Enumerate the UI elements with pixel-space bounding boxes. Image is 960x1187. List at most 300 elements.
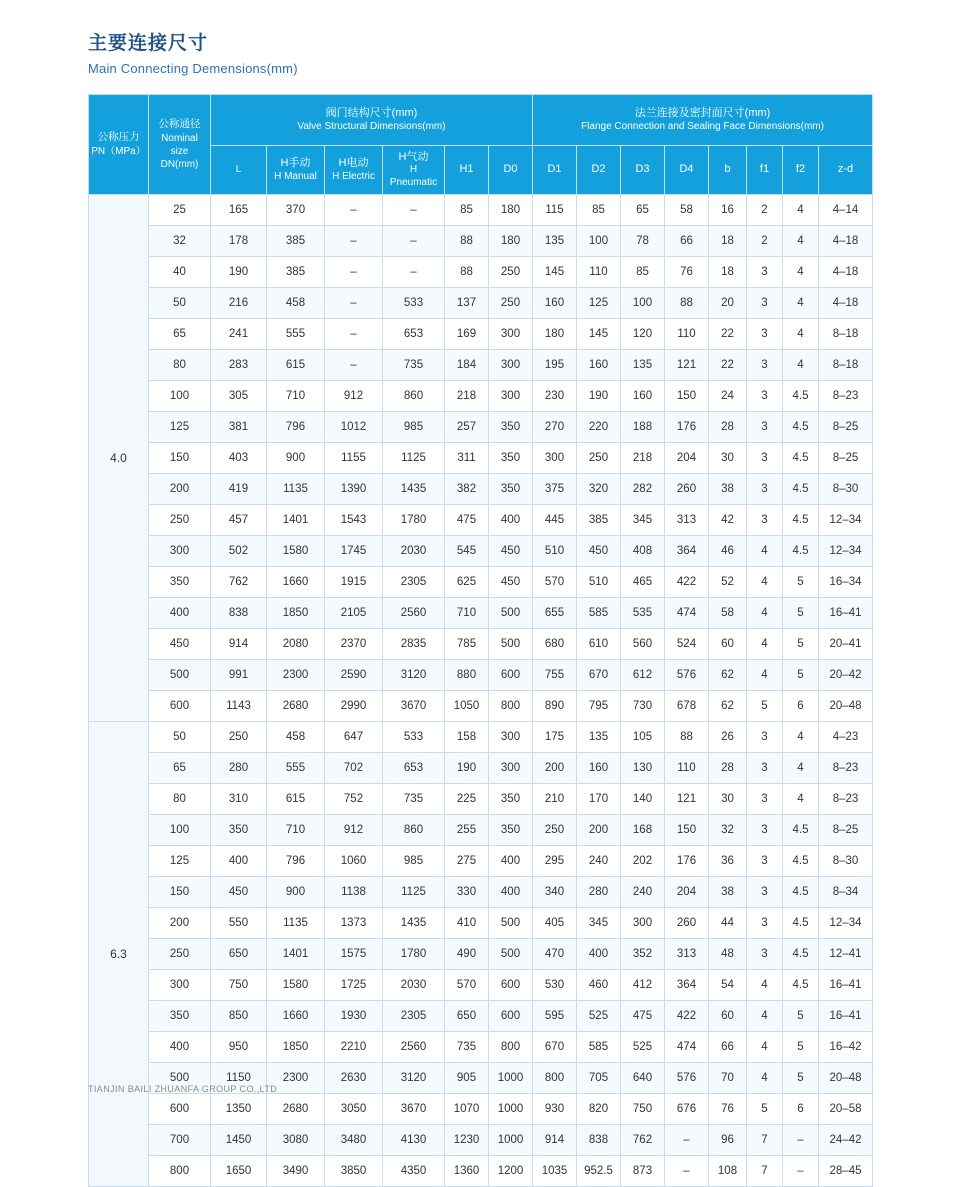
table-cell: 653: [383, 319, 445, 350]
table-cell: 1000: [489, 1063, 533, 1094]
table-cell: 18: [709, 226, 747, 257]
table-cell: 8–30: [819, 846, 873, 877]
table-cell: 250: [489, 257, 533, 288]
table-cell: 1725: [325, 970, 383, 1001]
table-cell: 900: [267, 443, 325, 474]
table-cell: 600: [489, 1001, 533, 1032]
table-cell: 2: [747, 226, 783, 257]
table-row: [89, 1125, 873, 1156]
table-row: [89, 350, 873, 381]
table-cell: 4: [747, 660, 783, 691]
table-cell: 62: [709, 660, 747, 691]
header-col-h1: H1: [445, 146, 489, 195]
table-cell: 385: [267, 257, 325, 288]
table-cell: 914: [211, 629, 267, 660]
table-cell: 3: [747, 815, 783, 846]
table-cell: 270: [533, 412, 577, 443]
cell-nominal-size: 50: [149, 288, 211, 319]
table-cell: 403: [211, 443, 267, 474]
cell-nominal-size: 125: [149, 846, 211, 877]
table-cell: –: [383, 257, 445, 288]
header-nominal-size: [149, 95, 211, 195]
table-cell: 24–42: [819, 1125, 873, 1156]
table-cell: 702: [325, 753, 383, 784]
table-cell: 2590: [325, 660, 383, 691]
table-cell: 2210: [325, 1032, 383, 1063]
header-col-f1: f1: [747, 146, 783, 195]
table-cell: 595: [533, 1001, 577, 1032]
table-cell: 533: [383, 722, 445, 753]
table-cell: 20–48: [819, 691, 873, 722]
table-cell: 3: [747, 412, 783, 443]
table-cell: 585: [577, 598, 621, 629]
table-cell: 3: [747, 908, 783, 939]
page-title-zh: 主要连接尺寸: [88, 33, 209, 54]
cell-nominal-size: 150: [149, 877, 211, 908]
table-cell: 524: [665, 629, 709, 660]
cell-nominal-size: 500: [149, 660, 211, 691]
table-cell: 3480: [325, 1125, 383, 1156]
table-cell: 345: [577, 908, 621, 939]
table-cell: 240: [577, 846, 621, 877]
cell-nominal-size: 800: [149, 1156, 211, 1187]
table-cell: –: [325, 288, 383, 319]
table-cell: 400: [489, 877, 533, 908]
cell-nominal-size: 80: [149, 784, 211, 815]
table-cell: 255: [445, 815, 489, 846]
table-cell: 470: [533, 939, 577, 970]
table-row: [89, 567, 873, 598]
table-cell: 8–23: [819, 784, 873, 815]
table-cell: 465: [621, 567, 665, 598]
table-row: [89, 877, 873, 908]
table-cell: 110: [577, 257, 621, 288]
table-cell: 625: [445, 567, 489, 598]
table-cell: 850: [211, 1001, 267, 1032]
cell-nominal-size: 200: [149, 474, 211, 505]
table-cell: 533: [383, 288, 445, 319]
table-cell: 510: [533, 536, 577, 567]
table-cell: 16–34: [819, 567, 873, 598]
table-cell: 1650: [211, 1156, 267, 1187]
table-cell: 204: [665, 443, 709, 474]
table-cell: 3670: [383, 1094, 445, 1125]
table-cell: 3: [747, 381, 783, 412]
table-cell: 914: [533, 1125, 577, 1156]
table-cell: 710: [267, 381, 325, 412]
table-cell: 178: [211, 226, 267, 257]
header-group-valve-structural-en: Valve Structural Dimensions(mm): [297, 120, 446, 132]
table-cell: 676: [665, 1094, 709, 1125]
table-cell: 525: [621, 1032, 665, 1063]
table-cell: 450: [489, 567, 533, 598]
table-row: [89, 536, 873, 567]
table-cell: 650: [211, 939, 267, 970]
table-cell: 62: [709, 691, 747, 722]
cell-nominal-size: 65: [149, 753, 211, 784]
table-cell: 300: [533, 443, 577, 474]
table-cell: 190: [577, 381, 621, 412]
table-cell: 1000: [489, 1125, 533, 1156]
table-cell: 1401: [267, 505, 325, 536]
table-cell: 105: [621, 722, 665, 753]
table-cell: 3490: [267, 1156, 325, 1187]
table-cell: 3: [747, 474, 783, 505]
table-cell: 5: [783, 1063, 819, 1094]
table-cell: 96: [709, 1125, 747, 1156]
table-cell: 3850: [325, 1156, 383, 1187]
table-cell: 4: [747, 536, 783, 567]
table-cell: 8–30: [819, 474, 873, 505]
table-cell: 8–18: [819, 319, 873, 350]
table-cell: 8–25: [819, 443, 873, 474]
cell-nominal-size: 80: [149, 350, 211, 381]
table-cell: 158: [445, 722, 489, 753]
table-cell: 30: [709, 443, 747, 474]
header-col-h-electric-en: H Electric: [332, 170, 375, 182]
header-nominal-size-en2: DN(mm): [160, 158, 199, 170]
table-cell: 4: [747, 1063, 783, 1094]
table-cell: 2305: [383, 567, 445, 598]
table-cell: 65: [621, 195, 665, 226]
table-cell: 3: [747, 505, 783, 536]
table-cell: 88: [665, 722, 709, 753]
table-cell: 755: [533, 660, 577, 691]
cell-nominal-size: 400: [149, 598, 211, 629]
table-row: [89, 722, 873, 753]
header-col-b: b: [709, 146, 747, 195]
table-row: [89, 1032, 873, 1063]
table-cell: 750: [621, 1094, 665, 1125]
table-cell: 1543: [325, 505, 383, 536]
table-cell: 200: [577, 815, 621, 846]
table-cell: 345: [621, 505, 665, 536]
table-cell: 2305: [383, 1001, 445, 1032]
table-cell: 422: [665, 567, 709, 598]
table-cell: 4–18: [819, 226, 873, 257]
table-cell: 1435: [383, 474, 445, 505]
table-cell: 4: [747, 598, 783, 629]
table-row: [89, 660, 873, 691]
header-group-flange-connection: [533, 95, 873, 146]
table-cell: 20–42: [819, 660, 873, 691]
table-row: [89, 412, 873, 443]
table-cell: 52: [709, 567, 747, 598]
table-cell: 1780: [383, 939, 445, 970]
table-cell: 800: [533, 1063, 577, 1094]
table-cell: 4–18: [819, 257, 873, 288]
cell-nominal-size: 400: [149, 1032, 211, 1063]
table-cell: –: [665, 1125, 709, 1156]
header-col-z-d: z-d: [819, 146, 873, 195]
table-cell: 305: [211, 381, 267, 412]
table-cell: 240: [621, 877, 665, 908]
table-cell: 890: [533, 691, 577, 722]
table-cell: 280: [211, 753, 267, 784]
table-cell: 950: [211, 1032, 267, 1063]
table-cell: 300: [621, 908, 665, 939]
table-cell: 560: [621, 629, 665, 660]
table-cell: 4.5: [783, 474, 819, 505]
table-row: [89, 195, 873, 226]
table-cell: 16–41: [819, 598, 873, 629]
table-row: [89, 846, 873, 877]
table-cell: 4: [783, 195, 819, 226]
table-cell: 400: [489, 846, 533, 877]
table-cell: 912: [325, 381, 383, 412]
table-cell: 3: [747, 784, 783, 815]
table-row: [89, 288, 873, 319]
table-cell: 110: [665, 319, 709, 350]
table-cell: 2560: [383, 598, 445, 629]
header-col-d1: D1: [533, 146, 577, 195]
table-cell: 250: [533, 815, 577, 846]
table-cell: 4.5: [783, 908, 819, 939]
table-cell: 500: [489, 939, 533, 970]
table-cell: –: [783, 1125, 819, 1156]
table-cell: 165: [211, 195, 267, 226]
table-cell: 4350: [383, 1156, 445, 1187]
table-cell: 300: [489, 381, 533, 412]
cell-nominal-size: 50: [149, 722, 211, 753]
table-cell: 24: [709, 381, 747, 412]
table-row: [89, 319, 873, 350]
table-cell: 400: [211, 846, 267, 877]
table-cell: 680: [533, 629, 577, 660]
table-cell: 710: [267, 815, 325, 846]
table-cell: 4.5: [783, 381, 819, 412]
table-cell: 3120: [383, 1063, 445, 1094]
cell-nominal-size: 700: [149, 1125, 211, 1156]
table-cell: 450: [211, 877, 267, 908]
table-cell: 460: [577, 970, 621, 1001]
table-cell: 4: [783, 226, 819, 257]
table-cell: 1401: [267, 939, 325, 970]
table-cell: 570: [445, 970, 489, 1001]
table-cell: 364: [665, 536, 709, 567]
table-cell: 3: [747, 877, 783, 908]
table-cell: 300: [489, 350, 533, 381]
table-row: [89, 908, 873, 939]
table-cell: 873: [621, 1156, 665, 1187]
table-cell: 100: [621, 288, 665, 319]
table-cell: 525: [577, 1001, 621, 1032]
table-cell: 1390: [325, 474, 383, 505]
table-cell: 1135: [267, 908, 325, 939]
table-cell: 18: [709, 257, 747, 288]
table-cell: 283: [211, 350, 267, 381]
table-cell: 400: [489, 505, 533, 536]
table-cell: 640: [621, 1063, 665, 1094]
table-row: [89, 753, 873, 784]
table-cell: 150: [665, 815, 709, 846]
table-cell: 170: [577, 784, 621, 815]
table-cell: 1230: [445, 1125, 489, 1156]
table-cell: 419: [211, 474, 267, 505]
cell-nominal-size: 350: [149, 567, 211, 598]
table-cell: –: [325, 226, 383, 257]
table-cell: 762: [621, 1125, 665, 1156]
header-nominal-pressure-en: PN（MPa）: [91, 145, 146, 157]
table-cell: 28: [709, 753, 747, 784]
table-cell: 352: [621, 939, 665, 970]
table-cell: 3: [747, 288, 783, 319]
table-cell: 930: [533, 1094, 577, 1125]
table-cell: 88: [665, 288, 709, 319]
table-cell: –: [783, 1156, 819, 1187]
table-cell: 2835: [383, 629, 445, 660]
table-cell: 1135: [267, 474, 325, 505]
cell-nominal-size: 350: [149, 1001, 211, 1032]
table-cell: 1850: [267, 598, 325, 629]
table-cell: 735: [383, 784, 445, 815]
table-cell: 4–14: [819, 195, 873, 226]
table-cell: 260: [665, 474, 709, 505]
table-cell: 795: [577, 691, 621, 722]
table-cell: 6: [783, 1094, 819, 1125]
header-nominal-size-zh: 公称通径: [158, 118, 201, 131]
dimensions-table: [88, 94, 873, 1187]
table-row: [89, 381, 873, 412]
footer-company: TIANJIN BAILI ZHUANFA GROUP CO.,LTD: [88, 1084, 278, 1094]
table-cell: 160: [577, 350, 621, 381]
table-cell: 210: [533, 784, 577, 815]
table-cell: 1580: [267, 536, 325, 567]
header-col-f2: f2: [783, 146, 819, 195]
table-cell: 5: [783, 660, 819, 691]
table-cell: 555: [267, 753, 325, 784]
table-cell: 216: [211, 288, 267, 319]
table-cell: 4.5: [783, 815, 819, 846]
table-cell: 1050: [445, 691, 489, 722]
table-cell: 375: [533, 474, 577, 505]
table-cell: 4.5: [783, 970, 819, 1001]
table-cell: 475: [445, 505, 489, 536]
table-cell: 4.5: [783, 536, 819, 567]
table-cell: 1780: [383, 505, 445, 536]
table-cell: 28: [709, 412, 747, 443]
table-cell: 2300: [267, 660, 325, 691]
cell-nominal-size: 200: [149, 908, 211, 939]
table-cell: 220: [577, 412, 621, 443]
table-cell: 502: [211, 536, 267, 567]
table-cell: 168: [621, 815, 665, 846]
table-cell: 218: [621, 443, 665, 474]
table-cell: 530: [533, 970, 577, 1001]
table-cell: 860: [383, 381, 445, 412]
table-cell: 670: [533, 1032, 577, 1063]
table-cell: 20–48: [819, 1063, 873, 1094]
table-cell: 985: [383, 412, 445, 443]
table-cell: 4: [747, 567, 783, 598]
table-cell: 4: [783, 722, 819, 753]
table-cell: 1850: [267, 1032, 325, 1063]
table-cell: 796: [267, 846, 325, 877]
table-cell: 735: [383, 350, 445, 381]
header-col-d2: D2: [577, 146, 621, 195]
table-cell: 4.5: [783, 846, 819, 877]
table-cell: 2560: [383, 1032, 445, 1063]
table-cell: 121: [665, 350, 709, 381]
cell-nominal-pressure: 6.3: [89, 722, 149, 1187]
table-cell: 66: [665, 226, 709, 257]
table-cell: 412: [621, 970, 665, 1001]
table-cell: 300: [489, 753, 533, 784]
table-cell: 576: [665, 660, 709, 691]
header-group-flange-connection-zh: 法兰连接及密封面尺寸(mm): [634, 106, 771, 119]
table-cell: 12–34: [819, 505, 873, 536]
table-cell: 125: [577, 288, 621, 319]
table-cell: 78: [621, 226, 665, 257]
table-cell: 58: [709, 598, 747, 629]
table-cell: 600: [489, 970, 533, 1001]
table-cell: 785: [445, 629, 489, 660]
table-cell: 1060: [325, 846, 383, 877]
table-cell: 160: [577, 753, 621, 784]
table-cell: 1660: [267, 567, 325, 598]
table-row: [89, 443, 873, 474]
table-cell: 175: [533, 722, 577, 753]
table-cell: –: [383, 195, 445, 226]
table-cell: 218: [445, 381, 489, 412]
table-cell: 4: [783, 784, 819, 815]
table-cell: 500: [489, 908, 533, 939]
table-cell: 1012: [325, 412, 383, 443]
table-cell: 1000: [489, 1094, 533, 1125]
table-cell: 4: [747, 970, 783, 1001]
table-cell: 282: [621, 474, 665, 505]
table-cell: 905: [445, 1063, 489, 1094]
table-cell: 705: [577, 1063, 621, 1094]
table-cell: 22: [709, 350, 747, 381]
table-cell: 320: [577, 474, 621, 505]
table-cell: 458: [267, 722, 325, 753]
table-cell: 5: [783, 598, 819, 629]
table-cell: 405: [533, 908, 577, 939]
table-cell: 160: [533, 288, 577, 319]
table-cell: 250: [489, 288, 533, 319]
table-cell: 3: [747, 443, 783, 474]
table-cell: 2680: [267, 1094, 325, 1125]
table-cell: 710: [445, 598, 489, 629]
table-cell: –: [383, 226, 445, 257]
table-cell: 76: [709, 1094, 747, 1125]
table-cell: 4: [783, 753, 819, 784]
table-cell: 3080: [267, 1125, 325, 1156]
table-cell: 475: [621, 1001, 665, 1032]
cell-nominal-pressure: 4.0: [89, 195, 149, 722]
table-cell: 1575: [325, 939, 383, 970]
cell-nominal-size: 125: [149, 412, 211, 443]
table-cell: 3050: [325, 1094, 383, 1125]
table-cell: 4.5: [783, 505, 819, 536]
table-row: [89, 1001, 873, 1032]
header-col-h-manual-en: H Manual: [274, 170, 317, 182]
table-row: [89, 598, 873, 629]
cell-nominal-size: 40: [149, 257, 211, 288]
table-cell: 820: [577, 1094, 621, 1125]
table-cell: 58: [665, 195, 709, 226]
table-cell: 8–25: [819, 412, 873, 443]
table-cell: 130: [621, 753, 665, 784]
table-cell: 364: [665, 970, 709, 1001]
table-cell: 3: [747, 257, 783, 288]
table-cell: 1435: [383, 908, 445, 939]
table-cell: 800: [489, 691, 533, 722]
header-col-d0: D0: [489, 146, 533, 195]
table-row: [89, 505, 873, 536]
table-cell: 2030: [383, 970, 445, 1001]
